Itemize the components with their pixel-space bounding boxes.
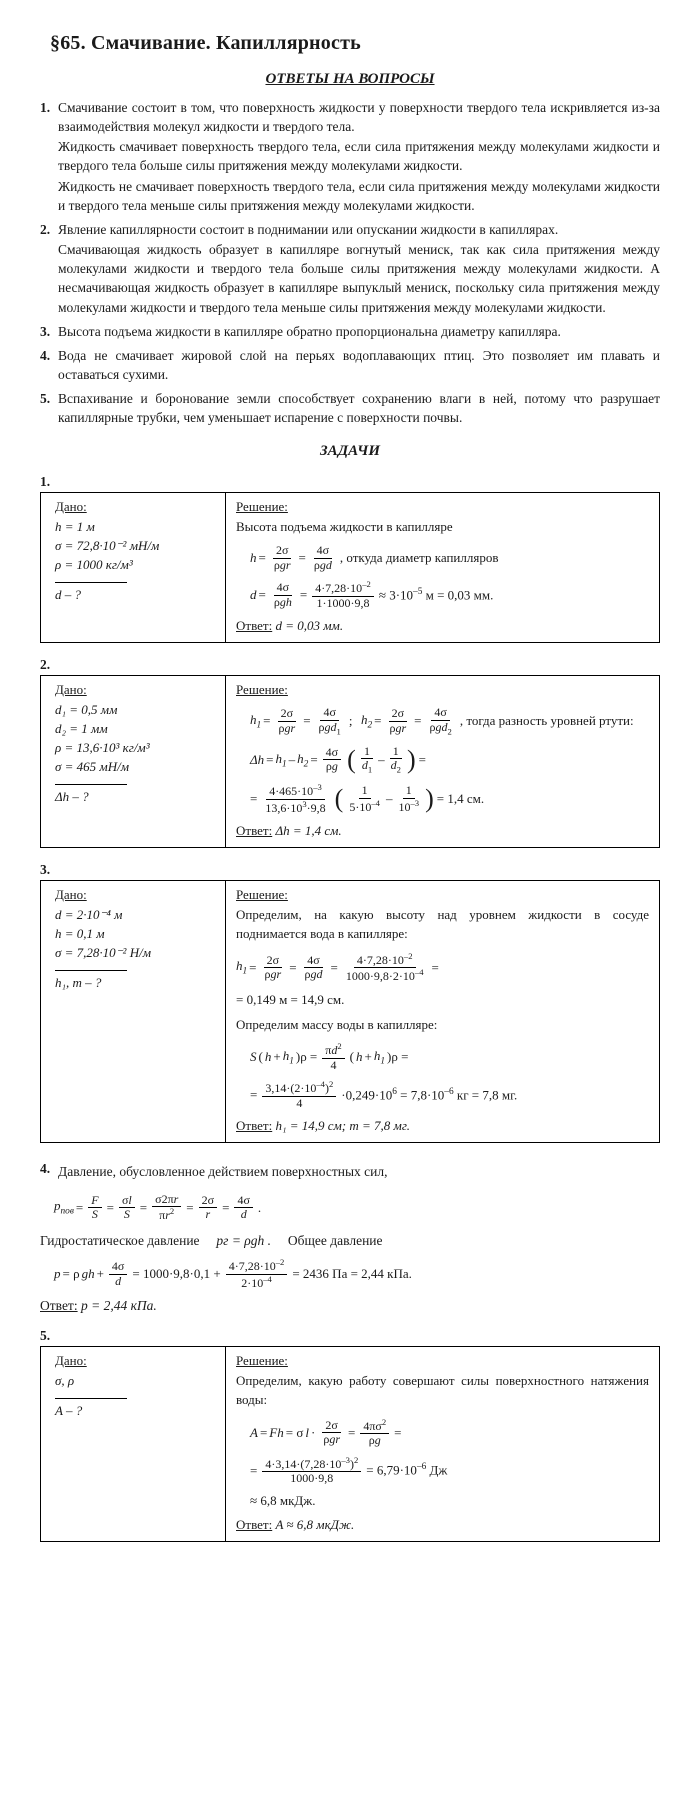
task-box-5 (40, 1346, 660, 1542)
task-4-text (40, 1231, 660, 1251)
paragraph: Высота подъема жидкости в капилляре обратно пропорциональна диаметру капилляра. (58, 323, 561, 339)
given-row: σ, ρ (55, 1373, 75, 1388)
task-box-3 (40, 880, 660, 1143)
list-item (40, 389, 660, 428)
formula: h = $\frac{2\sigma}{\text{ρgr}}$ = $\frac{4\sigma}{\text{ρgd}}$ , откуда диаметр капилляров (250, 543, 499, 572)
solution-label: Решение: (236, 886, 288, 902)
item-number: 5. (40, 391, 51, 407)
paragraph: Давление, обусловленное действием поверхностных сил, (58, 1164, 388, 1180)
item-body (58, 220, 660, 318)
formula-text: ≈ 6,8 мкДж. (250, 1493, 316, 1509)
find-row: h₁, m – ? (55, 970, 127, 991)
find-row: Δh – ? (55, 784, 127, 805)
given-row: d₂ = 1 мм (55, 721, 108, 737)
solution-text: Определим, на какую высоту над уровнем жидкости в сосуде поднимается вода в капилляре: (236, 906, 649, 941)
task-number: 4. (40, 1161, 51, 1177)
task-number: 2. (40, 657, 51, 673)
given-column (41, 1347, 226, 1541)
given-label: Дано: (55, 682, 87, 698)
answer-label: Ответ: (236, 1517, 273, 1533)
answer-label: Ответ: (236, 1118, 273, 1134)
given-column (41, 881, 226, 1142)
paragraph: Жидкость не смачивает поверхность твердого тела, если сила притяжения между молекулами жидкости и твердого тела меньше силы притяжения между молекулами жидкости. (58, 178, 660, 213)
formula (236, 1493, 649, 1509)
given-label: Дано: (55, 1353, 87, 1368)
solution-label: Решение: (236, 682, 288, 698)
given-row: d = 2·10⁻⁴ м (55, 906, 123, 922)
answer-value: Δh = 1,4 см. (275, 822, 342, 838)
formula: S ( h + $h_1$ )ρ = $\frac{\pi d^2}{4}$ ( h + $h_1$ )ρ = (250, 1041, 409, 1072)
paragraph: Смачивающая жидкость образует в капилляре вогнутый мениск, так как сила притяжения между молекулами жидкости и твердого тела больше силы притяжения между молекулами жидкости. А несмачивающая жидкость образует в капилляре выпуклый мениск, поскольку сила притяжения между молекулами жидкости и твердого тела меньше силы притяжения между молекулами жидкости. (58, 242, 660, 315)
formula: = 0,149 м = 14,9 см. (236, 991, 345, 1007)
formula: = $\frac{3,14\cdot(2\cdot 10^{-4})^2}{4}$ $\cdot 0,249\cdot 10^6 = 7,8\cdot 10^{-6}$ кг = 7,8 мг. (250, 1079, 518, 1110)
task-box-2 (40, 675, 660, 848)
given-column (41, 493, 226, 643)
task-4 (40, 1159, 660, 1314)
find-row: d – ? (55, 582, 127, 603)
item-number: 1. (40, 100, 51, 115)
item-body (58, 322, 660, 342)
answer-label: Ответ: (236, 618, 273, 634)
answers-list (40, 98, 660, 429)
formula: = $\frac{4\cdot 3,14\cdot(7,28\cdot 10^{-3})^2}{1000\cdot 9,8}$ = $6,79\cdot 10^{-6}$ Дж (250, 1454, 448, 1485)
given-row: h = 1 м (55, 518, 95, 534)
given-row: d₁ = 0,5 мм (55, 702, 118, 718)
item-number: 4. (40, 347, 51, 363)
answer-row (236, 1118, 649, 1134)
answer-label: Ответ: (40, 1298, 78, 1313)
given-row: σ = 72,8·10⁻² мН/м (55, 537, 160, 553)
solution-column (226, 1347, 659, 1541)
solution-text: Определим, какую работу совершают силы поверхностного натяжения воды: (236, 1373, 649, 1407)
formula: d = $\frac{4\sigma}{\text{ρgh}}$ = $\frac{4\cdot 7,28\cdot 10^{-2}}{1\cdot 1000\cdot 9,8}$ ≈ $3\cdot 10^{-5}$ м = 0,03 мм. (250, 579, 494, 610)
formula: $h_1$ = $\frac{2\sigma}{\text{ρgr}}$ = $\frac{4\sigma}{\text{ρgd}}$ = $\frac{4\cdot 7,28\cdot 10^{-2}}{1000\cdot 9,8\cdot 2\cdot 10^{-4}}$ = (236, 950, 439, 984)
list-item (40, 220, 660, 318)
formula: = $\frac{4\cdot 465\cdot 10^{-3}}{13,6\cdot 10^3\cdot 9,8}$ ( $\frac{1}{5\cdot 10^{-4}}$ – $\frac{1}{10^{-3}}$ ) = 1,4 см. (250, 782, 485, 815)
paragraph: Вспахивание и боронование земли способствует сохранению влаги в ней, потому что разрушает капиллярные трубки, чем уменьшает испарение с поверхности почвы. (58, 391, 660, 426)
task-box-1 (40, 492, 660, 644)
paragraph: Вода не смачивает жировой слой на перьях водоплавающих птиц. Это позволяет им плавать и оставаться сухими. (58, 347, 660, 383)
formula: p = ρ gh + $\frac{4\sigma}{d}$ = 1000·9,8·0,1 + $\frac{4\cdot 7,28\cdot 10^{-2}}{2\cdot 10^{-4}}$ = 2436 Па = 2,44 кПа. (54, 1257, 412, 1290)
tasks-heading: ЗАДАЧИ (319, 442, 381, 459)
list-item (40, 346, 660, 385)
formula: $h_1$ = $\frac{2\sigma}{\text{ρgr}}$ = $\frac{4\sigma}{\rho gd_1}$ ; $h_2$ = $\frac{2\sigma}{\text{ρgr}}$ = $\frac{4\sigma}{\rho gd_2}$ , тогда разность уровней ртути: (250, 705, 634, 736)
answer-value: A ≈ 6,8 мкДж. (275, 1517, 355, 1533)
item-number: 2. (40, 221, 51, 237)
answer-value: h₁ = 14,9 см; m = 7,8 мг. (275, 1118, 410, 1134)
text-part: Общее давление (287, 1232, 383, 1248)
given-row: σ = 465 мН/м (55, 759, 130, 775)
task-number: 1. (40, 473, 51, 489)
item-body (58, 346, 660, 385)
answer-row (40, 1298, 660, 1314)
answer-value: d = 0,03 мм. (275, 618, 344, 634)
solution-column (226, 676, 659, 847)
answer-row (236, 823, 649, 839)
text-formula: pг = ρgh . (216, 1232, 272, 1248)
solution-label: Решение: (236, 1353, 288, 1368)
answer-row (236, 618, 649, 634)
list-item (40, 322, 660, 342)
paragraph: Жидкость смачивает поверхность твердого тела, если сила притяжения между молекулами жидкости и твердого тела больше силы притяжения между молекулами жидкости. (58, 139, 660, 174)
given-label: Дано: (55, 886, 87, 902)
paragraph: Явление капиллярности состоит в поднимании или опускании жидкости в капиллярах. (58, 221, 559, 237)
solution-label: Решение: (236, 498, 288, 514)
item-number: 3. (40, 323, 51, 339)
paragraph: Смачивание состоит в том, что поверхность жидкости у поверхности твердого тела искривляется из-за взаимодействия молекул жидкости и твердого тела. (58, 100, 660, 135)
task-4-lead (40, 1159, 660, 1185)
given-row: h = 0,1 м (55, 925, 105, 941)
given-label: Дано: (55, 498, 87, 514)
task-number: 5. (40, 1328, 51, 1343)
answer-label: Ответ: (236, 822, 273, 838)
solution-column (226, 881, 659, 1142)
solution-text: Определим массу воды в капилляре: (236, 1016, 438, 1032)
formula: A = Fh = σ l · $\frac{2\sigma}{\text{ρgr}}$ = $\frac{4\pi\sigma^2}{\rho g}$ = (250, 1416, 402, 1448)
given-row: σ = 7,28·10⁻² Н/м (55, 944, 151, 960)
text-part: Гидростатическое давление (40, 1232, 200, 1248)
list-item (40, 98, 660, 216)
item-body (58, 98, 660, 216)
formula: $p_{пов}$ = $\frac{F}{S}$ = $\frac{\sigma l}{S}$ = $\frac{\sigma 2\pi r}{\pi r^2}$ = $\frac{2\sigma}{r}$ = $\frac{4\sigma}{d}$ . (54, 1191, 262, 1223)
solution-column (226, 493, 659, 643)
given-row: ρ = 1000 кг/м³ (55, 556, 133, 572)
page-title: §65. Смачивание. Капиллярность (50, 32, 361, 54)
item-body (58, 389, 660, 428)
given-column (41, 676, 226, 847)
find-row: A – ? (55, 1398, 127, 1419)
answer-value: p = 2,44 кПа. (80, 1298, 157, 1313)
formula: Δh = $h_1$ – $h_2$ = $\frac{4\sigma}{\rho g}$ ( $\frac{1}{d_1}$ – $\frac{1}{d_2}$ ) = (250, 743, 426, 775)
answers-heading: ОТВЕТЫ НА ВОПРОСЫ (265, 71, 435, 87)
given-row: ρ = 13,6·10³ кг/м³ (55, 740, 150, 756)
task-number: 3. (40, 861, 51, 877)
solution-text: Высота подъема жидкости в капилляре (236, 518, 453, 534)
answer-row (236, 1517, 649, 1533)
